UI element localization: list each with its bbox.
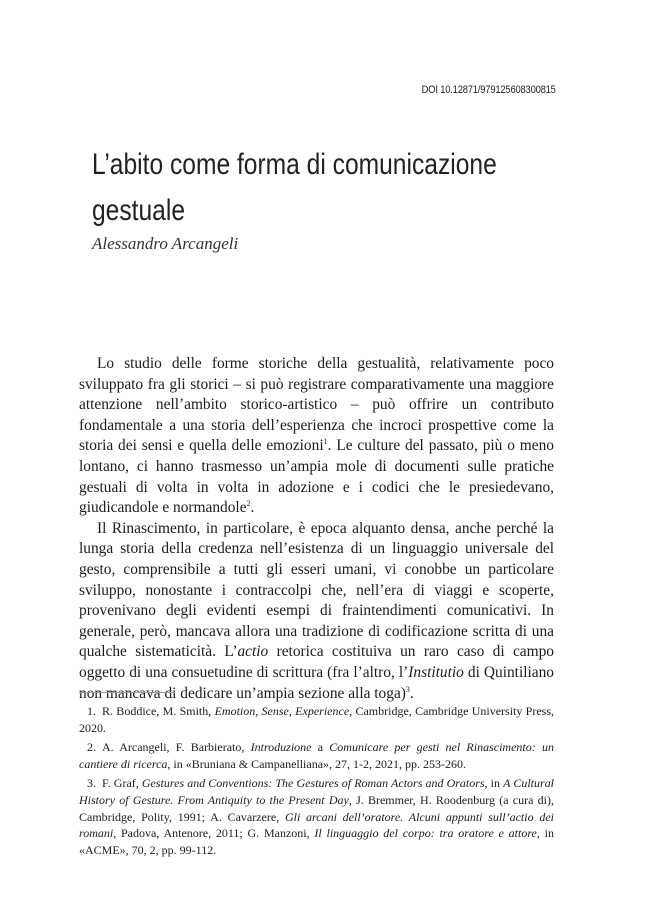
body-paragraph-2 <box>79 519 554 704</box>
footnote-ref-3[interactable]: 3 <box>405 684 410 694</box>
footnote-text: A. Arcangeli, F. Barbierato, <box>102 740 251 755</box>
footnote-3 <box>79 775 554 858</box>
footnote-text: R. Boddice, M. Smith, <box>102 704 215 718</box>
footnote-italic: Comunicare per gesti nel Rinascimento: un cantiere di ricerca <box>79 740 554 771</box>
article-title-line-2: gestuale <box>92 194 186 227</box>
footnote-italic: Gestures and Conventions: The Gestures of Roman Actors and Orators <box>141 776 485 791</box>
footnote-text: , in «Bruniana & Campanelliana», 27, 1-2, 2021, pp. 253-260. <box>167 756 467 771</box>
footnote-number: 2. <box>87 740 96 755</box>
p2-text-a: Il Rinascimento, in particolare, è epoca alquanto densa, anche perché la lunga storia della credenza nell’esistenza di un linguaggio universale del gesto, comprensibile a tutti gli esseri umani, vi conobbe un particolare sviluppo, nonostante i contraccolpi che, nell’era di viaggi e scoperte, provenivano degli evidenti esempi di fraintendimenti comunicativi. In generale, però, mancava allora una tradizione di codificazione scritta di una qualche sistematicità. L’ <box>79 519 554 661</box>
footnote-1 <box>79 703 554 736</box>
footnote-italic: A Cultural History of Gesture. From Antiquity to the Present Day <box>79 776 554 807</box>
article-title-line-1: L’abito come forma di comunicazione <box>92 148 497 181</box>
article-author: Alessandro Arcangeli <box>92 234 239 253</box>
footnote-italic: Il linguaggio del corpo: tra oratore e attore <box>314 826 537 841</box>
footnote-text: , Padova, Antenore, 2011; G. Manzoni, <box>113 826 315 841</box>
footnote-number: 1. <box>87 704 96 718</box>
footnote-italic: Gli arcani dell’oratore. Alcuni appunti sull’actio dei romani <box>79 809 554 841</box>
p2-text-b: retorica costituiva un raro caso di campo oggetto di una consuetudine di scrittura (fra l’altro, l’ <box>79 643 554 681</box>
footnote-text: , Cambridge, Cambridge University Press, 2020. <box>79 704 555 735</box>
article-title <box>92 142 551 234</box>
p2-text-d: . <box>409 684 414 702</box>
footnote-ref-1[interactable]: 1 <box>323 437 328 447</box>
footnote-italic: Introduzione <box>250 740 312 755</box>
p1-text-b: . Le culture del passato, più o meno lontano, ci hanno trasmesso un’ampia mole di documenti sulle pratiche gestuali di volta in volta in adozione e i codici che le presiedevano, giudicandole e normandole <box>79 437 555 517</box>
p1-text-c: . <box>250 499 255 517</box>
footnote-text: a <box>311 740 330 755</box>
body-paragraph-1 <box>79 354 554 519</box>
footnote-number: 3. <box>87 776 96 791</box>
article-body <box>79 354 554 704</box>
doi-header: DOI 10.12871/979125608300815 <box>421 84 556 96</box>
p2-italic-actio: actio <box>237 643 269 661</box>
p1-text-a: Lo studio delle forme storiche della gestualità, relativamente poco sviluppato fra gli storici – si può registrare comparativamente una maggiore attenzione nell’ambito storico-artistico – può offrire un contributo fondamentale a una storia dell’esperienza che incroci prospettive come la storia dei sensi e quella delle emozioni <box>79 355 554 455</box>
footnote-ref-2[interactable]: 2 <box>246 499 251 509</box>
footnote-text: , in <box>484 776 504 791</box>
p2-italic-institutio: Institutio <box>408 663 464 681</box>
footnotes <box>79 703 554 861</box>
footnote-text: , in «ACME», 70, 2, pp. 99-112. <box>79 826 554 857</box>
footnote-divider <box>79 692 175 693</box>
p2-text-c: di Quintiliano non mancava di dedicare un’ampia sezione alla toga) <box>79 663 554 702</box>
footnote-2 <box>79 739 554 772</box>
footnote-text: , J. Bremmer, H. Roodenburg (a cura di), Cambridge, Polity, 1991; A. Cavarzere, <box>79 792 554 824</box>
footnote-text: F. Graf, <box>102 776 142 791</box>
footnote-italic: Emotion, Sense, Experience <box>214 704 350 718</box>
